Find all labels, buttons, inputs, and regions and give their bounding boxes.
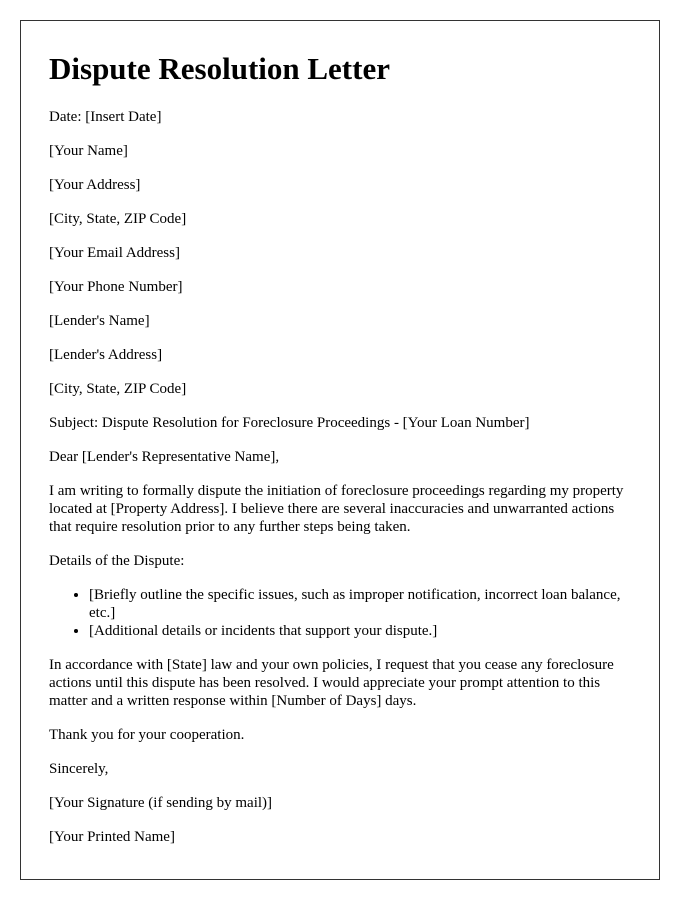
request-paragraph: In accordance with [State] law and your own policies, I request that you cease any foreclosure actions until this dispute has been resolved. I would appreciate your prompt attention to this matter and a written response within [Number of Days] days. — [49, 657, 614, 709]
intro-paragraph: I am writing to formally dispute the initiation of foreclosure proceedings regarding my property located at [Property Address]. I believe there are several inaccuracies and unwarranted actions that require resolution prior to any further steps being taken. — [49, 483, 624, 535]
signature-line: [Your Signature (if sending by mail)] — [49, 795, 273, 811]
salutation: Dear [Lender's Representative Name], — [49, 449, 280, 465]
closing-line: Sincerely, — [49, 761, 109, 777]
details-item: • [Additional details or incidents that support your dispute.] — [89, 622, 631, 640]
recipient-address: [Lender's Address] — [49, 347, 163, 363]
details-heading: Details of the Dispute: — [49, 553, 185, 569]
subject-line: Subject: Dispute Resolution for Foreclosure Proceedings - [Your Loan Number] — [49, 415, 530, 431]
letter-page — [20, 20, 660, 880]
recipient-name: [Lender's Name] — [49, 313, 150, 329]
sender-email: [Your Email Address] — [49, 245, 180, 261]
letter-title: Dispute Resolution Letter — [49, 51, 390, 86]
thanks-line: Thank you for your cooperation. — [49, 727, 245, 743]
sender-address: [Your Address] — [49, 177, 141, 193]
printed-name-line: [Your Printed Name] — [49, 829, 175, 845]
recipient-city-state-zip: [City, State, ZIP Code] — [49, 381, 187, 397]
sender-city-state-zip: [City, State, ZIP Code] — [49, 211, 187, 227]
sender-name: [Your Name] — [49, 143, 128, 159]
details-list — [49, 586, 631, 640]
sender-phone: [Your Phone Number] — [49, 279, 183, 295]
date-line: Date: [Insert Date] — [49, 109, 162, 125]
details-item: • [Briefly outline the specific issues, such as improper notification, incorrect loan balance, etc.] — [89, 586, 631, 622]
